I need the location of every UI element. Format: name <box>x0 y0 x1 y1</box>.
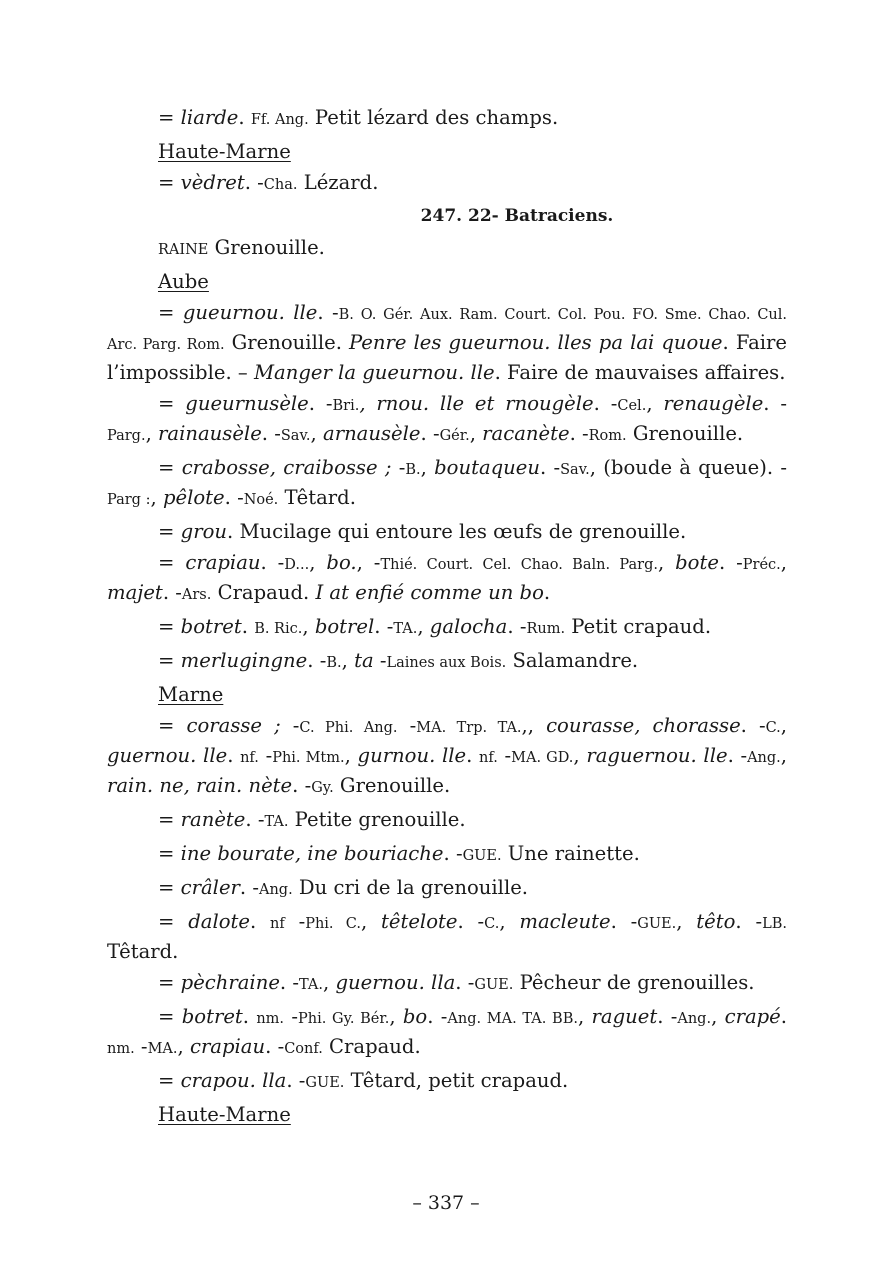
entry-text: . - <box>718 551 743 574</box>
entry-text: . - <box>727 744 748 767</box>
region-label: Haute-Marne <box>158 1103 291 1126</box>
dialect-word: bo. <box>326 551 357 574</box>
entry-text: = <box>158 301 183 324</box>
entry-text: . Faire de mauvaises affaires. <box>494 361 786 384</box>
entry-text: = <box>158 520 181 543</box>
entry-text: , (boude à queue). - <box>589 456 787 479</box>
locality-abbrev: nm. <box>256 1011 285 1027</box>
locality-abbrev: Cel. <box>617 398 647 414</box>
entry-text: . <box>543 581 551 604</box>
entry-text: , <box>417 615 430 638</box>
locality-abbrev: MA. <box>147 1041 178 1057</box>
dialect-word: botrel <box>314 615 375 638</box>
entry-text: , <box>360 910 381 933</box>
entry-text: . - <box>763 392 788 415</box>
entry-text: . - <box>244 171 264 194</box>
locality-abbrev: Ang. <box>677 1011 712 1027</box>
locality-abbrev: Rum. <box>526 621 566 637</box>
dictionary-entry <box>107 169 787 199</box>
dialect-word: raguernou. lle <box>586 744 728 767</box>
locality-abbrev: MA. Trp. TA. <box>416 720 522 736</box>
section-heading: 247. 22- Batraciens. <box>420 206 614 226</box>
dictionary-entry <box>107 104 787 134</box>
entry-text: , <box>145 422 159 445</box>
entry-text: Crapaud. <box>322 1035 421 1058</box>
dialect-word: Penre les gueurnou. lles pa lai quoue <box>348 331 723 354</box>
entry-text: Crapaud. <box>211 581 316 604</box>
locality-abbrev: Phi. C. <box>305 916 361 932</box>
dialect-word: gurnou. lle <box>357 744 467 767</box>
locality-abbrev: GUE. <box>462 848 502 864</box>
locality-abbrev: Ars. <box>181 587 212 603</box>
dialect-word: botret <box>181 1005 243 1028</box>
entry-text: . Faire l’impossible. – <box>107 331 787 384</box>
dialect-word: dalote <box>188 910 250 933</box>
entry-text: Une rainette. <box>501 842 640 865</box>
dictionary-entry <box>107 1067 787 1097</box>
entry-text: - <box>134 1035 148 1058</box>
entry-text: - <box>284 1005 298 1028</box>
entry-text: . - <box>239 876 259 899</box>
dictionary-entry <box>107 518 787 545</box>
entry-text: - <box>391 456 406 479</box>
locality-abbrev: nf. <box>240 750 259 766</box>
dialect-word: macleute <box>519 910 611 933</box>
dialect-word: ta <box>354 649 374 672</box>
entry-text: Grenouille. <box>626 422 744 445</box>
entry-text: , <box>150 486 163 509</box>
dictionary-entry <box>107 454 787 514</box>
region-label: Marne <box>158 683 224 706</box>
dialect-word: Manger la gueurnou. lle <box>253 361 495 384</box>
entry-text: = <box>158 876 181 899</box>
dictionary-entry <box>107 712 787 802</box>
dialect-word: corasse ; <box>186 714 281 737</box>
dialect-word: rainausèle <box>158 422 262 445</box>
locality-abbrev: B. <box>405 462 421 478</box>
entry-text: , <box>310 422 324 445</box>
entry-text: . <box>227 744 241 767</box>
entry-text: . - <box>420 422 440 445</box>
entry-text: . - <box>162 581 182 604</box>
dialect-word: crapiau <box>189 1035 266 1058</box>
entry-text: = <box>158 1069 181 1092</box>
locality-abbrev: C. Phi. Ang. <box>299 720 398 736</box>
dialect-word: liarde <box>180 106 239 129</box>
entry-text: = <box>158 171 181 194</box>
dictionary-entry <box>107 806 787 836</box>
locality-abbrev: nm. <box>107 1041 135 1057</box>
entry-text: - <box>497 744 512 767</box>
entry-text: = <box>158 456 182 479</box>
entry-text: . - <box>308 392 333 415</box>
entry-text: Têtard, petit crapaud. <box>344 1069 569 1092</box>
entry-text: , <box>344 744 358 767</box>
entry-text: - <box>373 649 387 672</box>
entry-text: ,, <box>521 714 547 737</box>
entry-text: = <box>158 714 187 737</box>
dialect-word: crapou. lla <box>180 1069 287 1092</box>
locality-abbrev: B. Ric. <box>254 621 303 637</box>
dialect-word: guernou. lle <box>107 744 228 767</box>
entry-text: . - <box>569 422 589 445</box>
entry-text: . - <box>224 486 244 509</box>
locality-abbrev: GUE. <box>637 916 677 932</box>
entry-text: , <box>657 551 676 574</box>
locality-abbrev: B. O. Gér. Aux. Ram. Court. Col. Pou. FO. Sme. Chao. Cul. Arc. Parg. Rom. <box>107 307 787 353</box>
entry-text: , <box>780 714 788 737</box>
entry-text: - <box>280 714 300 737</box>
dictionary-entry <box>107 613 787 643</box>
dialect-word: crapé <box>724 1005 781 1028</box>
entry-text: , <box>780 551 787 574</box>
region-label: Haute-Marne <box>158 140 291 163</box>
entry-text: = <box>158 649 181 672</box>
locality-abbrev: Ang. <box>259 882 293 898</box>
entry-text: . - <box>457 910 485 933</box>
dialect-word: botret <box>180 615 242 638</box>
entry-text: Petit lézard des champs. <box>308 106 559 129</box>
entry-text: - <box>397 714 417 737</box>
entry-text: . - <box>443 842 463 865</box>
locality-abbrev: MA. GD. <box>511 750 574 766</box>
locality-abbrev: Noé. <box>243 492 279 508</box>
entry-text: , <box>646 392 664 415</box>
entry-text: Du cri de la grenouille. <box>292 876 529 899</box>
region-heading <box>107 268 787 295</box>
locality-abbrev: C. <box>765 720 781 736</box>
entry-text: Têtard. <box>278 486 356 509</box>
dialect-word: galocha <box>429 615 508 638</box>
locality-abbrev: GUE. <box>305 1075 345 1091</box>
entry-text: . <box>466 744 480 767</box>
entry-text: Grenouille. <box>208 236 325 259</box>
entry-text: Pêcheur de grenouilles. <box>513 971 755 994</box>
dictionary-entry <box>107 874 787 904</box>
entry-text: . - <box>657 1005 678 1028</box>
region-heading <box>107 1101 787 1128</box>
entry-text: = <box>158 910 189 933</box>
dialect-word: I at enfié comme un bo <box>315 581 544 604</box>
locality-abbrev: Sav. <box>560 462 590 478</box>
locality-abbrev: Phi. Mtm. <box>272 750 345 766</box>
locality-abbrev: Laines aux Bois. <box>386 655 507 671</box>
dialect-word: renaugèle <box>663 392 764 415</box>
dialect-word: , rnou. lle et rnougèle <box>359 392 594 415</box>
dialect-word: têto <box>696 910 736 933</box>
page-number: – 337 – <box>412 1192 480 1214</box>
dialect-word: vèdret <box>180 171 245 194</box>
entry-text: , <box>573 744 587 767</box>
dialect-word: boutaqueu <box>434 456 540 479</box>
dialect-word: ine bourate, ine bouriache <box>180 842 444 865</box>
entry-text: . - <box>307 649 327 672</box>
entry-text: = <box>158 106 181 129</box>
entry-text: . - <box>279 971 299 994</box>
entry-text: , <box>420 456 435 479</box>
entry-text: , <box>309 551 327 574</box>
entry-text: = <box>158 971 181 994</box>
dialect-word: guernou. lla <box>335 971 456 994</box>
entry-text: . <box>238 106 251 129</box>
dialect-word: majet <box>107 581 163 604</box>
entry-text: . <box>242 1005 257 1028</box>
entry-text: . - <box>735 910 763 933</box>
locality-abbrev: D... <box>284 557 310 573</box>
dialect-word: crabosse, craibosse ; <box>181 456 392 479</box>
entry-text: , <box>577 1005 592 1028</box>
entry-text: . - <box>593 392 618 415</box>
entry-text: = <box>158 615 181 638</box>
entry-text: = <box>158 808 181 831</box>
locality-abbrev: TA. <box>264 814 289 830</box>
entry-text: , <box>389 1005 403 1028</box>
dialect-word: bo <box>402 1005 428 1028</box>
locality-abbrev: Ang. <box>747 750 781 766</box>
entry-text: , <box>469 422 483 445</box>
dialect-word: crapiau <box>185 551 261 574</box>
entry-text: . - <box>260 551 285 574</box>
entry-text: , <box>177 1035 190 1058</box>
locality-abbrev: C. <box>484 916 500 932</box>
locality-abbrev: Parg. <box>107 428 146 444</box>
dialect-word: arnausèle <box>323 422 421 445</box>
entry-text: = <box>158 1005 182 1028</box>
entry-text: . - <box>610 910 638 933</box>
dialect-word: grou <box>180 520 227 543</box>
dictionary-entry <box>107 1003 787 1063</box>
entry-text: . - <box>427 1005 448 1028</box>
locality-abbrev: Préc. <box>742 557 781 573</box>
dialect-word: courasse, chorasse <box>546 714 741 737</box>
dialect-word: racanète <box>482 422 570 445</box>
locality-abbrev: TA. <box>299 977 323 993</box>
locality-abbrev: Thié. Court. Cel. Chao. Baln. Parg. <box>380 557 658 573</box>
locality-abbrev: RAINE <box>158 242 209 258</box>
locality-abbrev: B. <box>326 655 342 671</box>
locality-abbrev: Cha. <box>263 177 298 193</box>
locality-abbrev: TA. <box>393 621 418 637</box>
entry-text: . - <box>245 808 265 831</box>
region-label: Aube <box>158 270 209 293</box>
entry-text: Grenouille. <box>333 774 451 797</box>
entry-text: , <box>676 910 697 933</box>
locality-abbrev: LB. <box>762 916 787 932</box>
dictionary-entry <box>107 234 787 264</box>
locality-abbrev: Conf. <box>284 1041 323 1057</box>
dictionary-entry <box>107 908 787 965</box>
entry-text: . - <box>261 422 281 445</box>
entry-text: . - <box>265 1035 285 1058</box>
dialect-word: raguet <box>591 1005 658 1028</box>
page-body <box>107 104 787 1132</box>
entry-text: . <box>780 1005 788 1028</box>
dictionary-entry <box>107 647 787 677</box>
locality-abbrev: Ang. MA. TA. BB. <box>447 1011 578 1027</box>
entry-text: . - <box>455 971 475 994</box>
dictionary-entry <box>107 390 787 450</box>
locality-abbrev: Parg : <box>107 492 151 508</box>
locality-abbrev: Sav. <box>280 428 311 444</box>
entry-text: . - <box>286 1069 306 1092</box>
entry-text: , <box>711 1005 725 1028</box>
entry-text: , <box>499 910 520 933</box>
dialect-word: gueurnusèle <box>185 392 309 415</box>
dialect-word: bote <box>675 551 719 574</box>
dialect-word: pèchraine <box>180 971 280 994</box>
entry-text: Lézard. <box>297 171 379 194</box>
entry-text: . - <box>540 456 561 479</box>
entry-text: = <box>158 551 186 574</box>
locality-abbrev: Ff. Ang. <box>250 112 309 128</box>
entry-text: = <box>158 842 181 865</box>
entry-text: , - <box>356 551 381 574</box>
entry-text: , <box>780 744 788 767</box>
dialect-word: têtelote <box>380 910 458 933</box>
entry-text: . - <box>317 301 339 324</box>
entry-text: = <box>158 392 186 415</box>
dialect-word: ranète <box>180 808 246 831</box>
dictionary-entry <box>107 969 787 999</box>
locality-abbrev: nf. <box>479 750 498 766</box>
entry-text: . - <box>740 714 766 737</box>
dictionary-entry <box>107 549 787 609</box>
entry-text: Petit crapaud. <box>565 615 712 638</box>
entry-text: Salamandre. <box>506 649 639 672</box>
locality-abbrev: nf <box>270 916 285 932</box>
entry-text: Grenouille. <box>224 331 349 354</box>
entry-text: . - <box>292 774 312 797</box>
locality-abbrev: Bri. <box>332 398 360 414</box>
entry-text: , <box>322 971 336 994</box>
entry-text: Têtard. <box>107 940 179 963</box>
region-heading <box>107 681 787 708</box>
dialect-word: merlugingne <box>180 649 308 672</box>
dialect-word: pêlote <box>162 486 225 509</box>
entry-text: , <box>302 615 315 638</box>
locality-abbrev: Gy. <box>311 780 334 796</box>
dialect-word: crâler <box>180 876 240 899</box>
locality-abbrev: Rom. <box>588 428 627 444</box>
dialect-word: gueurnou. lle <box>182 301 318 324</box>
locality-abbrev: GUE. <box>474 977 514 993</box>
entry-text: - <box>258 744 273 767</box>
entry-text: . - <box>374 615 394 638</box>
entry-text: . <box>241 615 255 638</box>
region-heading <box>107 138 787 165</box>
locality-abbrev: Gér. <box>439 428 470 444</box>
entry-text: . Mucilage qui entoure les œufs de grenouille. <box>226 520 687 543</box>
entry-text: . <box>250 910 271 933</box>
entry-text: Petite grenouille. <box>288 808 466 831</box>
dictionary-entry <box>107 299 787 386</box>
entry-text: , <box>341 649 355 672</box>
dialect-word: rain. ne, rain. nète <box>107 774 293 797</box>
dictionary-entry <box>107 840 787 870</box>
entry-text: . - <box>507 615 527 638</box>
entry-text: - <box>284 910 306 933</box>
locality-abbrev: Phi. Gy. Bér. <box>297 1011 390 1027</box>
